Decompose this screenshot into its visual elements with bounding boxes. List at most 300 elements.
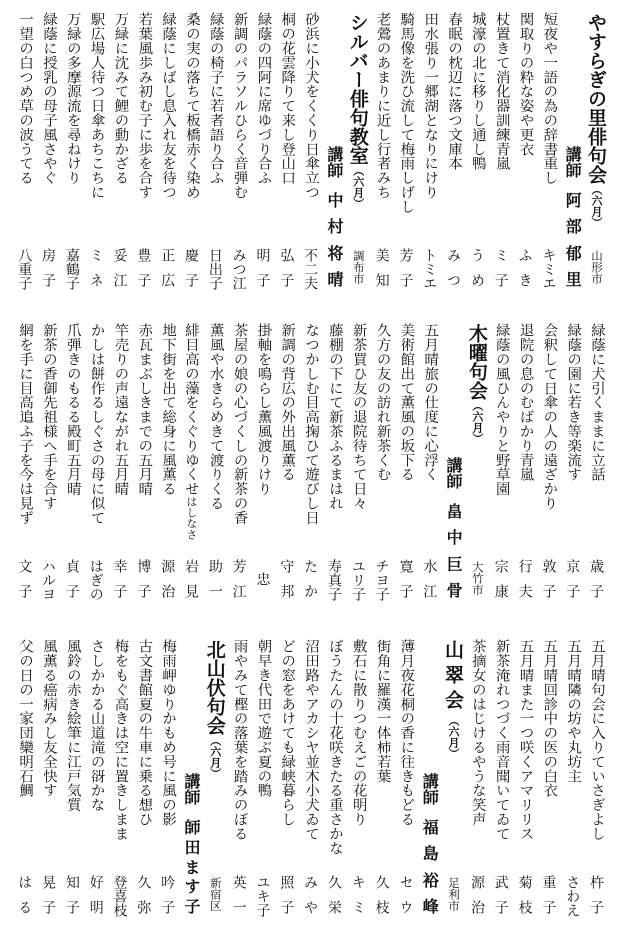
name-char: 子 [325,587,342,601]
haiku-column [489,323,513,599]
haiku-text: 掛軸を鳴らし薫風渡りけり [255,323,272,496]
group-month: （六月） [590,184,603,228]
haiku-text: 敷石に散りつむえごの花明り [350,639,367,827]
poet-name [465,875,489,914]
name-char: は [87,559,104,573]
instructor-name [560,192,584,287]
haiku-column [12,323,36,599]
name-char: 不 [302,248,319,262]
haiku-column [203,12,227,288]
haiku-text: 新茶淹れつづく雨音聞いてゐて [493,639,510,841]
poet-name [537,559,561,598]
name-char: 水 [421,559,438,573]
haiku-text: 退院の息のむばかり青嵐 [517,323,534,482]
haiku-text: 杖置きて消化器訓練青嵐 [493,12,510,171]
name-char: 子 [540,900,557,914]
haiku-text: 網を手に目高追ふ子を今は見ず [17,323,34,525]
band-middle [12,323,608,599]
name-char: 助 [206,559,223,573]
group-title-column [203,639,227,915]
haiku-text: 短夜や一語の為の辞書重し [541,12,558,185]
haiku-text: 五月晴また一つ咲くアマリリス [517,639,534,841]
poet-name [12,875,36,914]
haiku-text: 雨やみて樫の落葉を踏みのぼる [231,639,248,841]
name-char: 出 [206,262,223,276]
haiku-column [60,12,84,288]
poet-name [203,248,227,290]
name-char: 歳 [588,559,605,573]
poet-name [274,559,298,598]
haiku-column [60,639,84,915]
haiku-text: 古文書館夏の牛車に乗る想ひ [136,639,153,827]
name-char: キ [540,248,557,262]
haiku-text: 赤瓦まぶしきまでの五月晴 [136,323,153,496]
poet-name [227,248,251,290]
haiku-column [322,323,346,599]
name-char: ミ [540,262,557,276]
poet-name [584,559,608,598]
haiku-column [346,323,370,599]
haiku-text: 薫風や水きらめきて渡りくる [207,323,224,511]
haiku-column [274,639,298,915]
name-char: 江 [230,584,247,598]
name-char: 広 [159,273,176,287]
name-char: 枝 [111,903,128,917]
name-char: 子 [254,903,271,917]
haiku-column [370,12,394,288]
name-char: 妥 [111,248,128,262]
haiku-text: 地下街を出て総身に風薫る [160,323,177,496]
instructor-name [179,819,203,914]
name-char: つ [445,273,462,287]
haiku-text: 薄月夜花桐の香に往きもどる [398,639,415,827]
poet-name [274,248,298,287]
name-char: 夫 [516,584,533,598]
name-char: 菊 [516,875,533,889]
group-title [584,13,608,228]
poet-name [465,248,489,287]
haiku-text: なつかしむ目高掬ひて遊びし日 [303,323,320,525]
group-title [441,640,465,840]
name-char: 子 [373,587,390,601]
instructor-city: 新宿区 [208,877,223,912]
haiku-column [108,323,132,599]
poet-name [417,248,441,290]
haiku-column [441,12,465,288]
haiku-column [227,12,251,288]
name-char: 久 [373,875,390,889]
poet-name [370,559,394,601]
name-char: 芳 [397,248,414,262]
name-char: 久 [135,875,152,889]
poet-name [155,248,179,287]
poet-name [537,248,561,290]
haiku-column [179,12,203,288]
name-char: 子 [278,273,295,287]
name-char: 康 [492,584,509,598]
name-char: 江 [111,273,128,287]
name-char: 子 [183,273,200,287]
poet-name [560,559,584,598]
name-char: 子 [135,584,152,598]
haiku-column [84,323,108,599]
poet-name [84,559,108,601]
name-char: 夫 [302,276,319,290]
name-char: え [564,903,581,917]
haiku-text: 新茶の香御先祖様へ手を合す [40,323,57,511]
group-title [465,324,489,524]
name-char: 子 [349,587,366,601]
name-char: 骨 [444,581,464,598]
haiku-text: 一望の白つめ草の波うてる [17,12,34,185]
instructor-column [179,639,203,915]
poet-name [370,248,394,287]
haiku-column [417,12,441,288]
poet-name [36,559,60,601]
name-char: 幸 [111,559,128,573]
name-char: 村 [324,218,344,235]
haiku-column [394,323,418,599]
name-char: 島 [420,845,440,862]
name-char: う [468,248,485,262]
haiku-text: 風薫る癌病みし友全快す [40,639,57,798]
name-char: 寛 [397,559,414,573]
name-char: 子 [111,584,128,598]
haiku-text: 父の日の一家団欒明石鯛 [17,639,34,798]
haiku-text: 美術館出て薫風の坂下る [398,323,415,482]
haiku-column [394,12,418,288]
name-char: 忠 [254,571,271,586]
name-char: 子 [278,900,295,914]
poet-name [60,559,84,598]
name-char: 阿 [563,192,583,208]
haiku-text: 久方の友の訪れ新茶くむ [374,323,391,482]
instructor-column [441,323,465,599]
name-char: 江 [421,584,438,598]
name-char: 久 [325,875,342,889]
poet-name [227,875,251,914]
group-month: （六月） [447,715,461,759]
haiku-text: 城濠の北に移りし通し鴨 [469,12,486,171]
name-char: た [302,559,319,573]
name-char: 晴 [324,270,344,287]
haiku-column [584,639,608,915]
name-char: 子 [397,273,414,287]
haiku-column [60,323,84,599]
name-char: る [16,900,33,914]
name-char: 知 [63,875,80,889]
haiku-text: 五月晴回診中の医の白衣 [541,639,558,798]
haiku-column [584,323,608,599]
poet-name [370,875,394,914]
name-char: 福 [420,819,440,835]
haiku-column [274,323,298,599]
name-char: 邦 [278,584,295,598]
haiku-text: 沼田路やアカシヤ並木小犬ゐて [303,639,320,841]
name-char: 子 [588,900,605,914]
haiku-text: 梅雨岬ゆりかもめ号に風の影 [160,639,177,827]
poet-name [203,559,227,598]
haiku-column [537,639,561,915]
name-char: 杵 [588,875,605,889]
name-char: 子 [182,898,202,914]
haiku-text: かしは餅作るしぐさの母に似て [88,323,105,525]
haiku-text: 騎馬像を洗ひ流して梅雨しげし [398,12,415,214]
name-char: ぎ [87,573,104,587]
haiku-text: 茶摘女のはじけるやうな笑声 [469,639,486,827]
name-char: 寿 [325,559,342,573]
name-char: 子 [135,273,152,287]
haiku-text: 緑蔭の風ひんやりと野草園 [493,323,510,496]
name-char: 喜 [111,889,128,903]
poet-name [12,248,36,290]
name-char: キ [349,875,366,889]
instructor-name [322,192,346,287]
haiku-column [155,639,179,915]
name-char: 一 [230,900,247,914]
name-char: 守 [278,559,295,573]
haiku-text: 緑蔭の四阿に席ゆづり合ふ [255,12,272,185]
haiku-text: 藤棚の下にて新茶ふるまはれ [326,323,343,511]
instructor-city: 大竹市 [470,561,485,596]
haiku-column [465,639,489,915]
name-char: 源 [159,559,176,573]
haiku-column [394,639,418,915]
name-char: 源 [468,875,485,889]
name-char: 里 [563,270,583,287]
name-char: つ [230,262,247,276]
name-char: ル [40,573,57,587]
haiku-text: 朝早き代田で遊ぶ夏の鴨 [255,639,272,798]
poet-name [298,248,322,290]
haiku-column [227,323,251,599]
poet-name [155,559,179,598]
instructor-column [322,12,346,288]
poet-name [251,559,275,598]
haiku-column [346,639,370,915]
instructor-city: 足利市 [447,877,462,912]
poet-name [131,875,155,914]
name-char: 宗 [492,559,509,573]
name-char: 子 [63,900,80,914]
poet-name [36,248,60,287]
name-char: 芳 [230,559,247,573]
name-char: 豊 [135,248,152,262]
name-char: 見 [183,584,200,598]
haiku-column [537,12,561,288]
band-top [12,12,608,288]
name-char: ふ [516,248,533,262]
name-char: み [445,248,462,262]
haiku-text: 老鶯のあまりに近し行者みち [374,12,391,200]
group-title-text: やすらぎの里俳句会 [585,13,607,184]
group-title-column [584,12,608,288]
name-char: 重 [540,875,557,889]
haiku-column [370,639,394,915]
haiku-text: 緑蔭にしばし息入れ友を待つ [160,12,177,200]
name-char: み [230,248,247,262]
poet-name [60,248,84,290]
name-char: 二 [302,262,319,276]
haiku-text: 万緑の多摩源流を尋ねけり [64,12,81,185]
name-char: 田 [182,838,202,855]
haiku-text: 緑蔭の椅子に若者語り合ふ [207,12,224,185]
name-char: 京 [564,559,581,573]
poet-name [537,875,561,914]
haiku-column [298,639,322,915]
haiku-column [322,639,346,915]
name-char: 子 [588,584,605,598]
haiku-column [560,639,584,915]
instructor-column [417,639,441,915]
name-char: み [302,875,319,889]
haiku-text: 砂浜に小犬をくくり日傘立つ [303,12,320,200]
poet-name [274,875,298,914]
name-char: 子 [206,276,223,290]
name-char: 裕 [420,871,440,888]
name-char: 枝 [373,900,390,914]
name-char: 重 [16,262,33,276]
name-char: ユ [254,875,271,889]
haiku-text: 梅をもぐ高きは空に置きしまま [112,639,129,841]
name-char: 弥 [135,900,152,914]
haiku-text: 春眠の枕辺に落つ文庫本 [446,12,463,171]
name-char: 子 [16,276,33,290]
haiku-column [155,323,179,599]
name-char: リ [349,573,366,587]
name-char: 中 [444,529,464,546]
group-title-text: 北山伏句会 [203,640,226,735]
instructor-label: 講師 [181,773,201,805]
haiku-text-small: はしなさ [184,495,198,540]
haiku-column [12,12,36,288]
poet-name [489,559,513,598]
name-char: 岩 [183,559,200,573]
poet-name [489,248,513,287]
haiku-text: 若葉風歩み初む子に歩を合す [136,12,153,200]
instructor-city: 調布市 [351,250,366,285]
poet-name [298,875,322,914]
poet-name [108,559,132,598]
name-char: 子 [40,273,57,287]
poet-name [394,875,418,914]
poet-name [12,559,36,598]
name-char: 吟 [159,875,176,889]
name-char: す [182,878,202,895]
poet-name [108,248,132,287]
name-char: 明 [87,900,104,914]
name-char: 江 [230,276,247,290]
name-char: 子 [492,273,509,287]
haiku-column [131,323,155,599]
haiku-column [36,12,60,288]
poet-name [60,875,84,914]
name-char: ミ [421,262,438,276]
haiku-text: 会釈して日傘の人の遠ざかり [541,323,558,511]
name-char: 中 [324,192,344,208]
name-char: チ [373,559,390,573]
group-title-column [441,639,465,915]
name-char: ミ [492,248,509,262]
name-char: 好 [87,875,104,889]
group-title-text: シルバー俳句教室 [346,13,369,165]
poet-name [251,875,275,917]
haiku-text: 五月晴句会に入りていさぎよし [589,639,605,841]
name-char: の [87,587,104,601]
name-char: ウ [397,900,414,914]
name-char: 子 [16,584,33,598]
instructor-label: 講師 [420,773,440,805]
name-char: 師 [182,819,202,835]
poet-name [417,559,441,598]
name-char: 子 [254,273,271,287]
name-char: は [16,875,33,889]
poet-name [322,559,346,601]
name-char: 晃 [40,875,57,889]
name-char: ハ [40,559,57,573]
name-char: キ [254,889,271,903]
name-char: か [302,584,319,598]
name-char: 巨 [444,555,464,572]
name-char: ヨ [373,573,390,587]
name-char: ト [421,248,438,262]
haiku-column [251,323,275,599]
poet-name [560,875,584,917]
poet-name [322,875,346,914]
poet-name [584,875,608,914]
haiku-column [131,12,155,288]
group-month: （六月） [351,165,365,209]
haiku-text: 田水張り一郷湖となりにけり [422,12,439,200]
name-char: 慶 [183,248,200,262]
name-char: 日 [206,248,223,262]
haiku-column [513,323,537,599]
group-month: （六月） [208,735,222,779]
name-char: 峰 [420,897,440,914]
name-char: ミ [349,900,366,914]
name-char: 栄 [325,900,342,914]
name-char: さ [564,875,581,889]
instructor-label: 講師 [563,146,583,178]
name-char: 明 [254,248,271,262]
haiku-text: 街角に羅漢一体柿若葉 [374,639,391,783]
name-char: 文 [16,559,33,573]
haiku-text: 桐の花雲降りて来し登山口 [279,12,296,185]
name-char: 嘉 [63,248,80,262]
poet-name [513,248,537,287]
haiku-column [12,639,36,915]
name-char: ま [182,858,202,875]
name-char: 知 [373,273,390,287]
group-title-column [346,12,370,288]
haiku-text: 緑蔭の園に若き等楽流す [565,323,582,482]
name-char: 治 [468,900,485,914]
name-char: 子 [492,900,509,914]
name-char: 鶴 [63,262,80,276]
haiku-column [560,323,584,599]
name-char: 治 [159,584,176,598]
name-char: わ [564,889,581,903]
name-char: ネ [87,273,104,287]
haiku-text: 関取りの粋な姿や更衣 [517,12,534,156]
haiku-column [513,12,537,288]
poet-name [346,559,370,601]
name-char: 博 [135,559,152,573]
name-char: 子 [564,584,581,598]
group-month: （六月） [470,400,484,444]
name-char: 枝 [516,900,533,914]
haiku-column [108,639,132,915]
